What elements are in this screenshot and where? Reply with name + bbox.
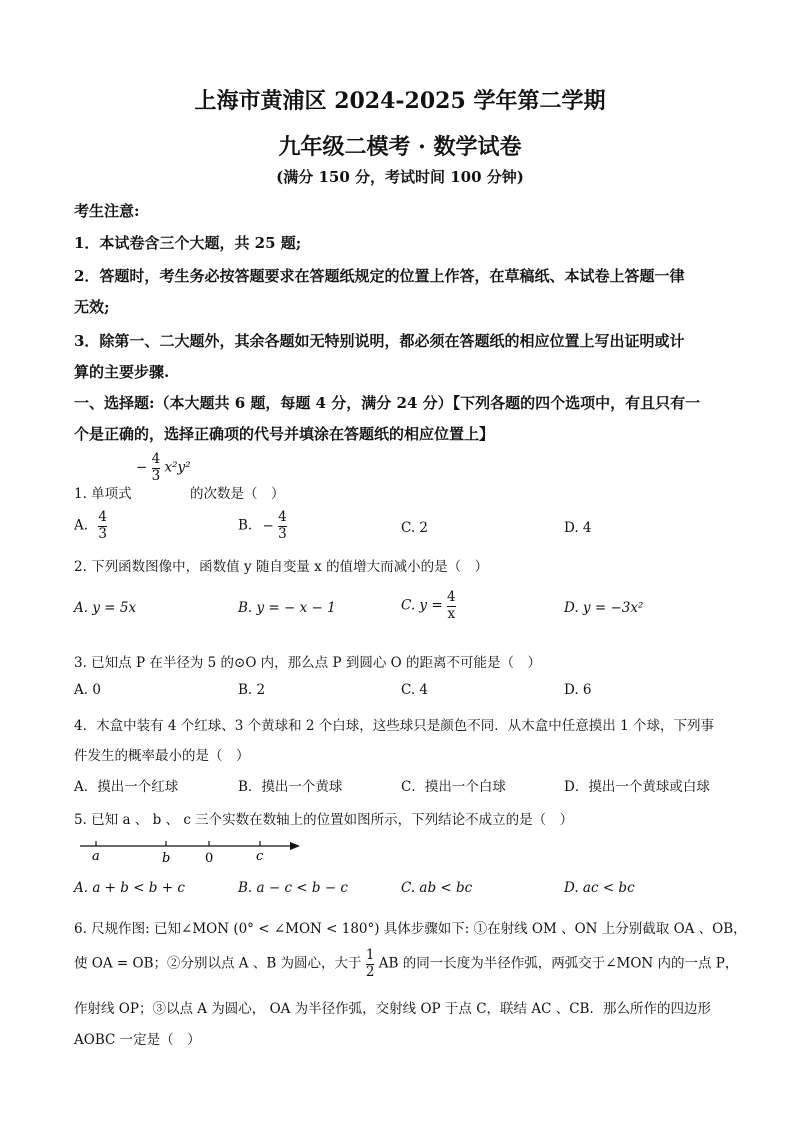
q1-suffix: 的次数是（ ） [190,486,285,502]
q6-line4: AOBC 一定是（ ） [74,1032,201,1048]
q3-option-a[interactable]: A. 0 [74,682,101,698]
q3-option-b[interactable]: B. 2 [238,682,266,698]
q5-option-b[interactable]: B. a − c < b − c [238,880,348,896]
q2-option-d[interactable]: D. y = −3x² [564,600,644,616]
q1-expr-den: 3 [151,467,161,484]
q6-half-num: 1 [365,947,375,963]
q4-option-c[interactable]: C．摸出一个白球 [401,779,506,795]
q2-option-a[interactable]: A. y = 5x [74,600,137,616]
notice-item-2-line1: 2．答题时，考生务必按答题要求在答题纸规定的位置上作答，在草稿纸、本试卷上答题一律 [74,267,685,285]
label-b: b [162,851,171,866]
exam-subtitle: (满分 150 分，考试时间 100 分钟) [276,168,524,186]
q1-option-d[interactable]: D. 4 [564,520,592,536]
q6-line3: 作射线 OP；③以点 A 为圆心， OA 为半径作弧，交射线 OP 于点 C，联结 AC 、CB．那么所作的四边形 [74,1001,711,1017]
exam-title-line2: 九年级二模考 · 数学试卷 [278,134,522,160]
notice-heading: 考生注意: [74,202,140,220]
q1-option-b-den: 3 [278,525,287,542]
q4-stem-line2: 件发生的概率最小的是（ ） [74,748,250,764]
q1-option-a-den: 3 [98,525,107,542]
q1-option-a-label: A. [74,517,89,534]
q1-option-b-label: B. [238,517,253,534]
q5-number-line [74,836,314,868]
q2-option-b[interactable]: B. y = − x − 1 [238,600,336,616]
section-1-header-line1: 一、选择题:（本大题共 6 题，每题 4 分，满分 24 分）【下列各题的四个选项中，有且只有一 [74,394,701,412]
q4-option-a[interactable]: A．摸出一个红球 [74,779,179,795]
q1-option-b-fraction [278,510,287,542]
notice-item-3-line1: 3．除第一、二大题外，其余各题如无特别说明，都必须在答题纸的相应位置上写出证明或计 [74,332,685,350]
label-c: c [256,849,264,864]
q1-expr-fraction [152,452,161,484]
q6-half-den: 2 [365,963,375,980]
q1-expr-var: x²y² [164,459,191,476]
q2-option-c-num: 4 [446,589,456,605]
q4-stem-line1: 4．木盒中装有 4 个红球、3 个黄球和 2 个白球，这些球只是颜色不同．从木盒中任意摸出 1 个球，下列事 [74,718,714,734]
q5-stem: 5. 已知 a 、 b 、 c 三个实数在数轴上的位置如图所示，下列结论不成立的是（ ） [74,812,574,828]
q2-option-c[interactable] [401,590,456,622]
q6-line2 [74,948,738,980]
q1-option-a-num: 4 [98,509,107,525]
q3-stem: 3. 已知点 P 在半径为 5 的⊙O 内，那么点 P 到圆心 O 的距离不可能是（ ） [74,655,541,671]
label-a: a [92,849,100,864]
q1-prefix: 1. 单项式 [74,486,132,502]
q1-expr-num: 4 [151,451,161,467]
q5-option-a[interactable]: A. a + b < b + c [74,880,185,896]
q6-half-fraction [366,948,375,980]
q5-option-d[interactable]: D. ac < bc [564,880,635,896]
q2-option-c-label: C. y = [401,597,443,614]
notice-item-2-line2: 无效; [74,298,110,316]
q6-line2-post: AB 的同一长度为半径作弧，两弧交于∠MON 内的一点 P， [378,955,739,972]
q3-option-d[interactable]: D. 6 [564,682,592,698]
q1-option-b-sign: − [262,517,274,534]
notice-item-1: 1．本试卷含三个大题，共 25 题; [74,234,302,252]
q2-option-c-den: x [447,605,456,622]
q1-option-c[interactable]: C. 2 [401,520,429,536]
q6-line2-pre: 使 OA = OB；②分别以点 A 、B 为圆心，大于 [74,955,362,972]
q4-option-d[interactable]: D．摸出一个黄球或白球 [564,779,710,795]
q1-option-b-num: 4 [278,509,287,525]
q1-expression [136,452,191,484]
notice-item-3-line2: 算的主要步骤. [74,363,170,381]
q2-stem: 2. 下列函数图像中，函数值 y 随自变量 x 的值增大而减小的是（ ） [74,559,489,575]
q2-option-c-fraction [447,590,456,622]
q5-option-c[interactable]: C. ab < bc [401,880,473,896]
q6-line1: 6. 尺规作图: 已知∠MON (0° < ∠MON < 180°) 具体步骤如下: ①在射线 OM 、ON 上分别截取 OA 、OB， [74,921,747,937]
q3-option-c[interactable]: C. 4 [401,682,429,698]
q1-option-b[interactable] [238,510,287,542]
q1-expr-sign: − [136,459,148,476]
q4-option-b[interactable]: B．摸出一个黄球 [238,779,343,795]
section-1-header-line2: 个是正确的，选择正确项的代号并填涂在答题纸的相应位置上】 [74,425,495,443]
q1-option-a[interactable] [74,510,107,542]
exam-title-line1: 上海市黄浦区 2024-2025 学年第二学期 [194,88,606,114]
q1-option-a-fraction [98,510,107,542]
label-zero: 0 [205,851,214,866]
number-line-arrow-icon [290,842,300,850]
